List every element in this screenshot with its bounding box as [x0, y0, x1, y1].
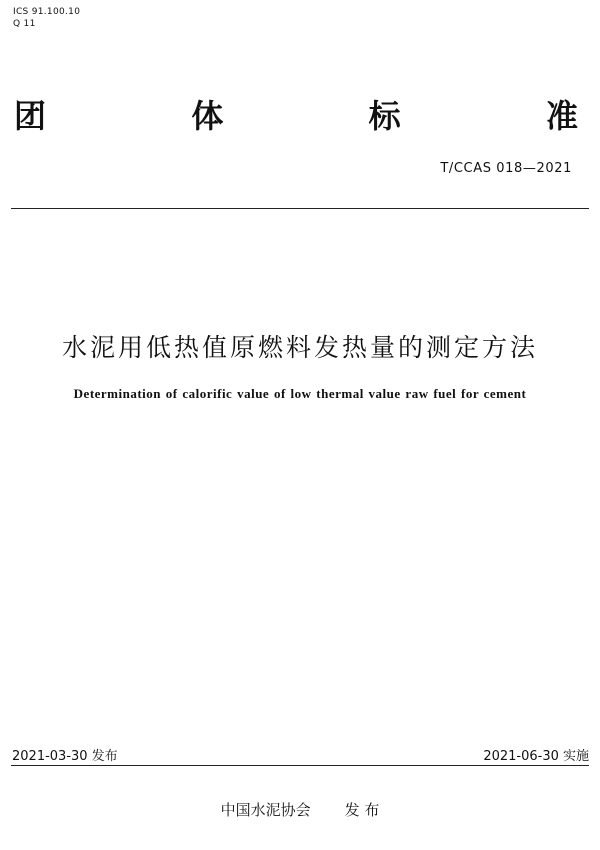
publisher-action: 发 布	[344, 801, 380, 819]
publisher-name: 中国水泥协会	[220, 801, 311, 819]
bottom-divider	[11, 765, 589, 766]
publisher-line	[0, 799, 600, 820]
ccs-code: Q 11	[13, 19, 36, 29]
ics-code: ICS 91.100.10	[13, 7, 81, 17]
document-title-en: Determination of calorific value of low thermal value raw fuel for cement	[73, 386, 527, 401]
implementation-date: 2021-06-30 实施	[483, 749, 589, 764]
document-title-cn: 水泥用低热值原燃料发热量的测定方法	[61, 333, 538, 362]
standard-type-char-2: 体	[191, 97, 224, 135]
top-divider	[11, 208, 589, 209]
standard-type-heading	[14, 96, 578, 136]
standard-type-char-4: 准	[545, 97, 578, 135]
standard-number: T/CCAS 018—2021	[440, 161, 572, 176]
issue-date: 2021-03-30 发布	[12, 749, 118, 764]
standard-type-char-1: 团	[14, 97, 47, 135]
standard-type-char-3: 标	[368, 97, 401, 135]
classification-codes	[13, 6, 80, 30]
